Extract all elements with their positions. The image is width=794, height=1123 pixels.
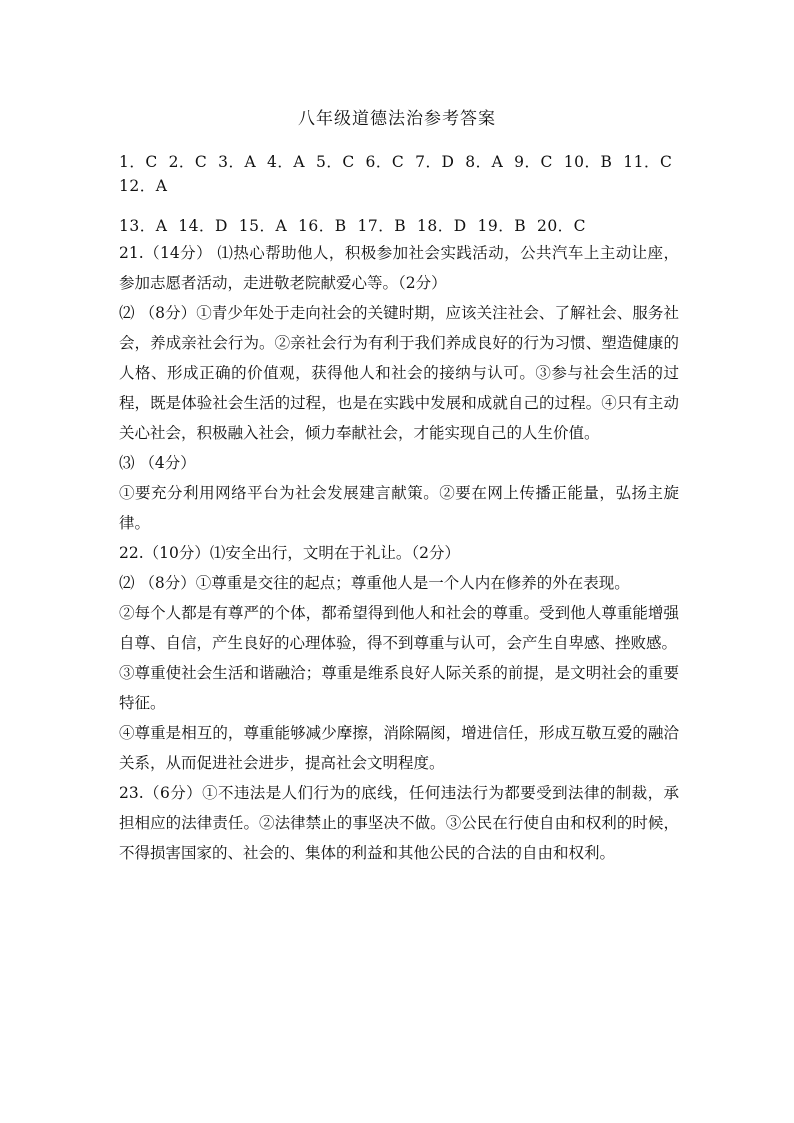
document-title: 八年级道德法治参考答案 [298, 109, 496, 129]
mc-answers-line-1: 1．C 2．C 3．A 4．A 5．C 6．C 7．D 8．A 9．C 10．B 11．C [119, 153, 673, 171]
q21-answer-part2: ⑵ （8分）①青少年处于走向社会的关键时期，应该关注社会、了解社会、服务社会，养成亲社会行为。②亲社会行为有利于我们养成良好的行为习惯、塑造健康的人格、形成正确的价值观，获得他人和社会的接纳与认可。③参与社会生活的过程，既是体验社会生活的过程，也是在实践中发展和成就自己的过程。④只有主动关心社会，积极融入社会，倾力奉献社会，才能实现自己的人生价值。 [119, 304, 679, 442]
answer-content [119, 150, 679, 868]
q23-answer: 23.（6分）①不违法是人们行为的底线，任何违法行为都要受到法律的制裁，承担相应的法律责任。②法律禁止的事坚决不做。③公民在行使自由和权利的时候，不得损害国家的、社会的、集体的利益和其他公民的合法的自由和权利。 [119, 784, 679, 862]
mc-answers-line-3: 13．A 14．D 15．A 16．B 17．B 18．D 19．B 20．C [119, 217, 587, 235]
q22-answer-part2-point3: ③尊重使社会生活和谐融洽；尊重是维系良好人际关系的前提，是文明社会的重要特征。 [119, 664, 679, 712]
q22-answer-part2: ⑵ （8分）①尊重是交往的起点；尊重他人是一个人内在修养的外在表现。 [119, 574, 630, 592]
q22-answer-part2-point4: ④尊重是相互的，尊重能够减少摩擦，消除隔阂，增进信任，形成互敬互爱的融洽关系，从而促进社会进步，提高社会文明程度。 [119, 724, 679, 772]
q21-answer-part3-heading: ⑶ （4分） [119, 454, 196, 472]
mc-answers-line-2: 12．A [119, 177, 168, 195]
q22-answer-part1: 22.（10分）⑴安全出行，文明在于礼让。（2分） [119, 544, 460, 562]
spacer [119, 198, 679, 214]
q21-answer-part3: ①要充分利用网络平台为社会发展建言献策。②要在网上传播正能量，弘扬主旋律。 [119, 484, 679, 532]
q21-answer-part1: 21.（14分） ⑴热心帮助他人，积极参加社会实践活动，公共汽车上主动让座，参加志愿者活动，走进敬老院献爱心等。（2分） [119, 244, 679, 292]
q22-answer-part2-point2: ②每个人都是有尊严的个体，都希望得到他人和社会的尊重。受到他人尊重能增强自尊、自信，产生良好的心理体验，得不到尊重与认可，会产生自卑感、挫败感。 [119, 604, 679, 652]
